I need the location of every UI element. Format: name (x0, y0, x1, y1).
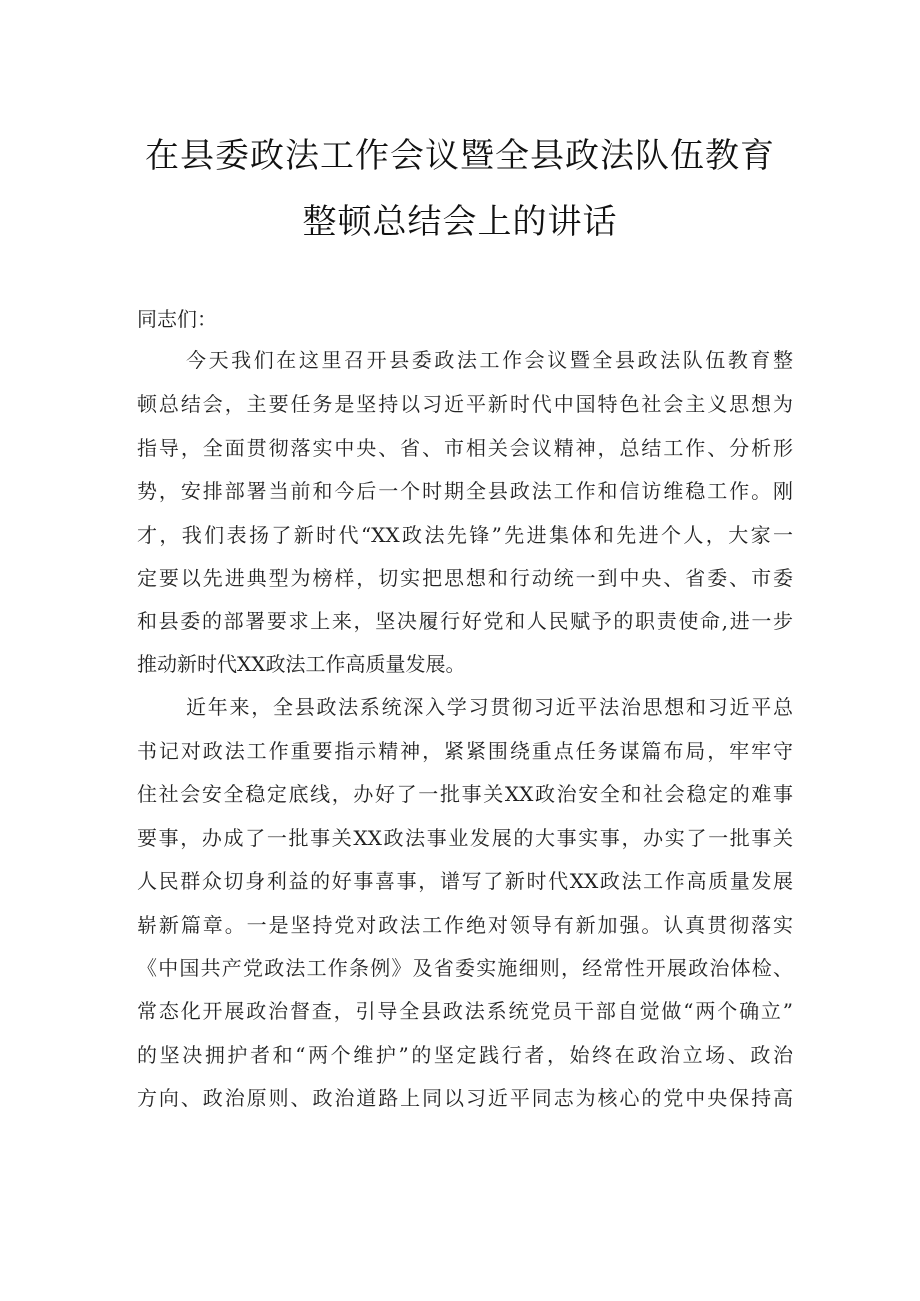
paragraph-2-line: 的坚决拥护者和“两个维护”的坚定践行者，始终在政治立场、政治 (137, 1043, 793, 1067)
salutation: 同志们： (137, 307, 217, 331)
paragraph-1-line: 顿总结会，主要任务是坚持以习近平新时代中国特色社会主义思想为 (137, 392, 793, 416)
paragraph-2-line: 崭新篇章。一是坚持党对政法工作绝对领导有新加强。认真贯彻落实 (137, 913, 793, 937)
paragraph-2-line: 《中国共产党政法工作条例》及省委实施细则，经常性开展政治体检、 (137, 956, 793, 980)
paragraph-2-line: 人民群众切身利益的好事喜事，谱写了新时代XX政法工作高质量发展 (137, 869, 793, 893)
paragraph-2-line: 方向、政治原则、政治道路上同以习近平同志为核心的党中央保持高 (137, 1086, 793, 1110)
paragraph-2-line: 常态化开展政治督查，引导全县政法系统党员干部自觉做“两个确立” (137, 999, 793, 1023)
paragraph-1-line: 和县委的部署要求上来，坚决履行好党和人民赋予的职责使命,进一步 (137, 609, 793, 633)
paragraph-2-line: 要事，办成了一批事关XX政法事业发展的大事实事，办实了一批事关 (137, 826, 793, 850)
document-title-line-2: 整顿总结会上的讲话 (302, 202, 618, 242)
paragraph-2-line: 书记对政法工作重要指示精神，紧紧围绕重点任务谋篇布局，牢牢守 (137, 739, 793, 763)
paragraph-1-line: 势，安排部署当前和今后一个时期全县政法工作和信访维稳工作。刚 (137, 479, 793, 503)
paragraph-1-line: 定要以先进典型为榜样，切实把思想和行动统一到中央、省委、市委 (137, 566, 793, 590)
paragraph-1-line: 今天我们在这里召开县委政法工作会议暨全县政法队伍教育整 (186, 348, 793, 372)
document-title-line-1: 在县委政法工作会议暨全县政法队伍教育 (145, 136, 775, 176)
paragraph-1-line: 才，我们表扬了新时代“XX政法先锋”先进集体和先进个人，大家一 (137, 523, 793, 547)
paragraph-1-line: 推动新时代XX政法工作高质量发展。 (137, 652, 466, 676)
paragraph-2-line: 住社会安全稳定底线，办好了一批事关XX政治安全和社会稳定的难事 (137, 782, 793, 806)
paragraph-2-line: 近年来，全县政法系统深入学习贯彻习近平法治思想和习近平总 (186, 695, 793, 719)
paragraph-1-line: 指导，全面贯彻落实中央、省、市相关会议精神，总结工作、分析形 (137, 436, 793, 460)
